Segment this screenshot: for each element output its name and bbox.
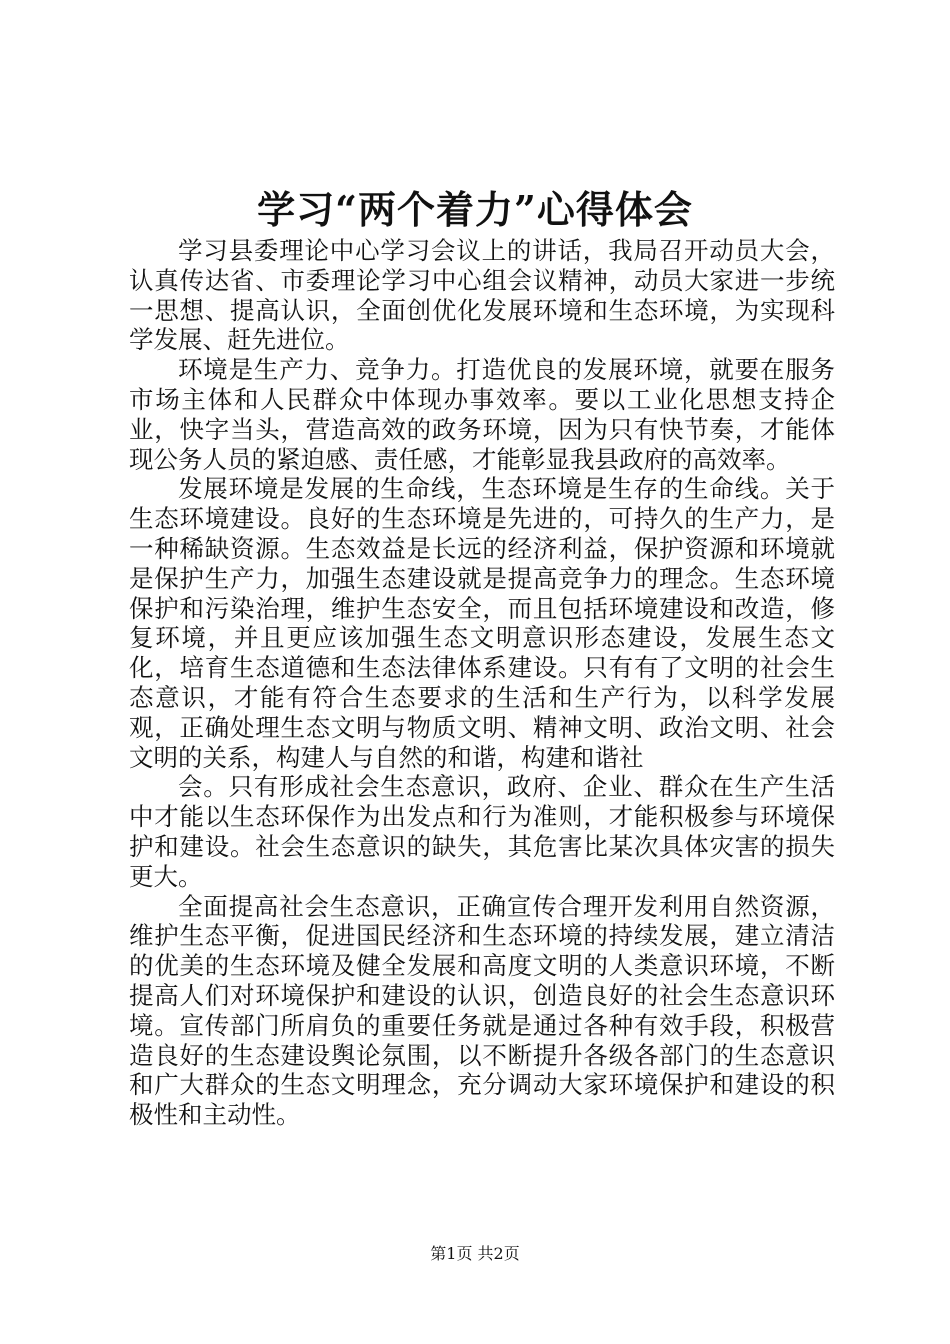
paragraph-3: 发展环境是发展的生命线，生态环境是生存的生命线。关于生态环境建设。良好的生态环境是先进的，可持久的生产力，是一种稀缺资源。生态效益是长远的经济利益，保护资源和环境就是保护生产力，加强生态建设就是提高竞争力的理念。生态环境保护和污染治理，维护生态安全，而且包括环境建设和改造，修复环境，并且更应该加强生态文明意识形态建设，发展生态文化，培育生态道德和生态法律体系建设。只有有了文明的社会生态意识，才能有符合生态要求的生活和生产行为，以科学发展观，正确处理生态文明与物质文明、精神文明、政治文明、社会文明的关系，构建人与自然的和谐，构建和谐社 — [129, 474, 835, 772]
document-title: 学习“两个着力”心得体会 — [257, 187, 693, 232]
paragraph-2: 环境是生产力、竞争力。打造优良的发展环境，就要在服务市场主体和人民群众中体现办事效率。要以工业化思想支持企业，快字当头，营造高效的政务环境，因为只有快节奏，才能体现公务人员的紧迫感、责任感，才能彰显我县政府的高效率。 — [129, 355, 835, 474]
paragraph-4: 会。只有形成社会生态意识，政府、企业、群众在生产生活中才能以生态环保作为出发点和行为准则，才能积极参与环境保护和建设。社会生态意识的缺失，其危害比某次具体灾害的损失更大。 — [129, 772, 835, 891]
paragraph-1: 学习县委理论中心学习会议上的讲话，我局召开动员大会，认真传达省、市委理论学习中心组会议精神，动员大家进一步统一思想、提高认识，全面创优化发展环境和生态环境，为实现科学发展、赶先进位。 — [129, 236, 835, 355]
page-number-footer: 第1页 共2页 — [430, 1244, 520, 1263]
document-body — [129, 236, 835, 1130]
paragraph-5: 全面提高社会生态意识，正确宣传合理开发利用自然资源，维护生态平衡，促进国民经济和生态环境的持续发展，建立清洁的优美的生态环境及健全发展和高度文明的人类意识环境，不断提高人们对环境保护和建设的认识，创造良好的社会生态意识环境。宣传部门所肩负的重要任务就是通过各种有效手段，积极营造良好的生态建设舆论氛围，以不断提升各级各部门的生态意识和广大群众的生态文明理念，充分调动大家环境保护和建设的积极性和主动性。 — [129, 891, 835, 1130]
